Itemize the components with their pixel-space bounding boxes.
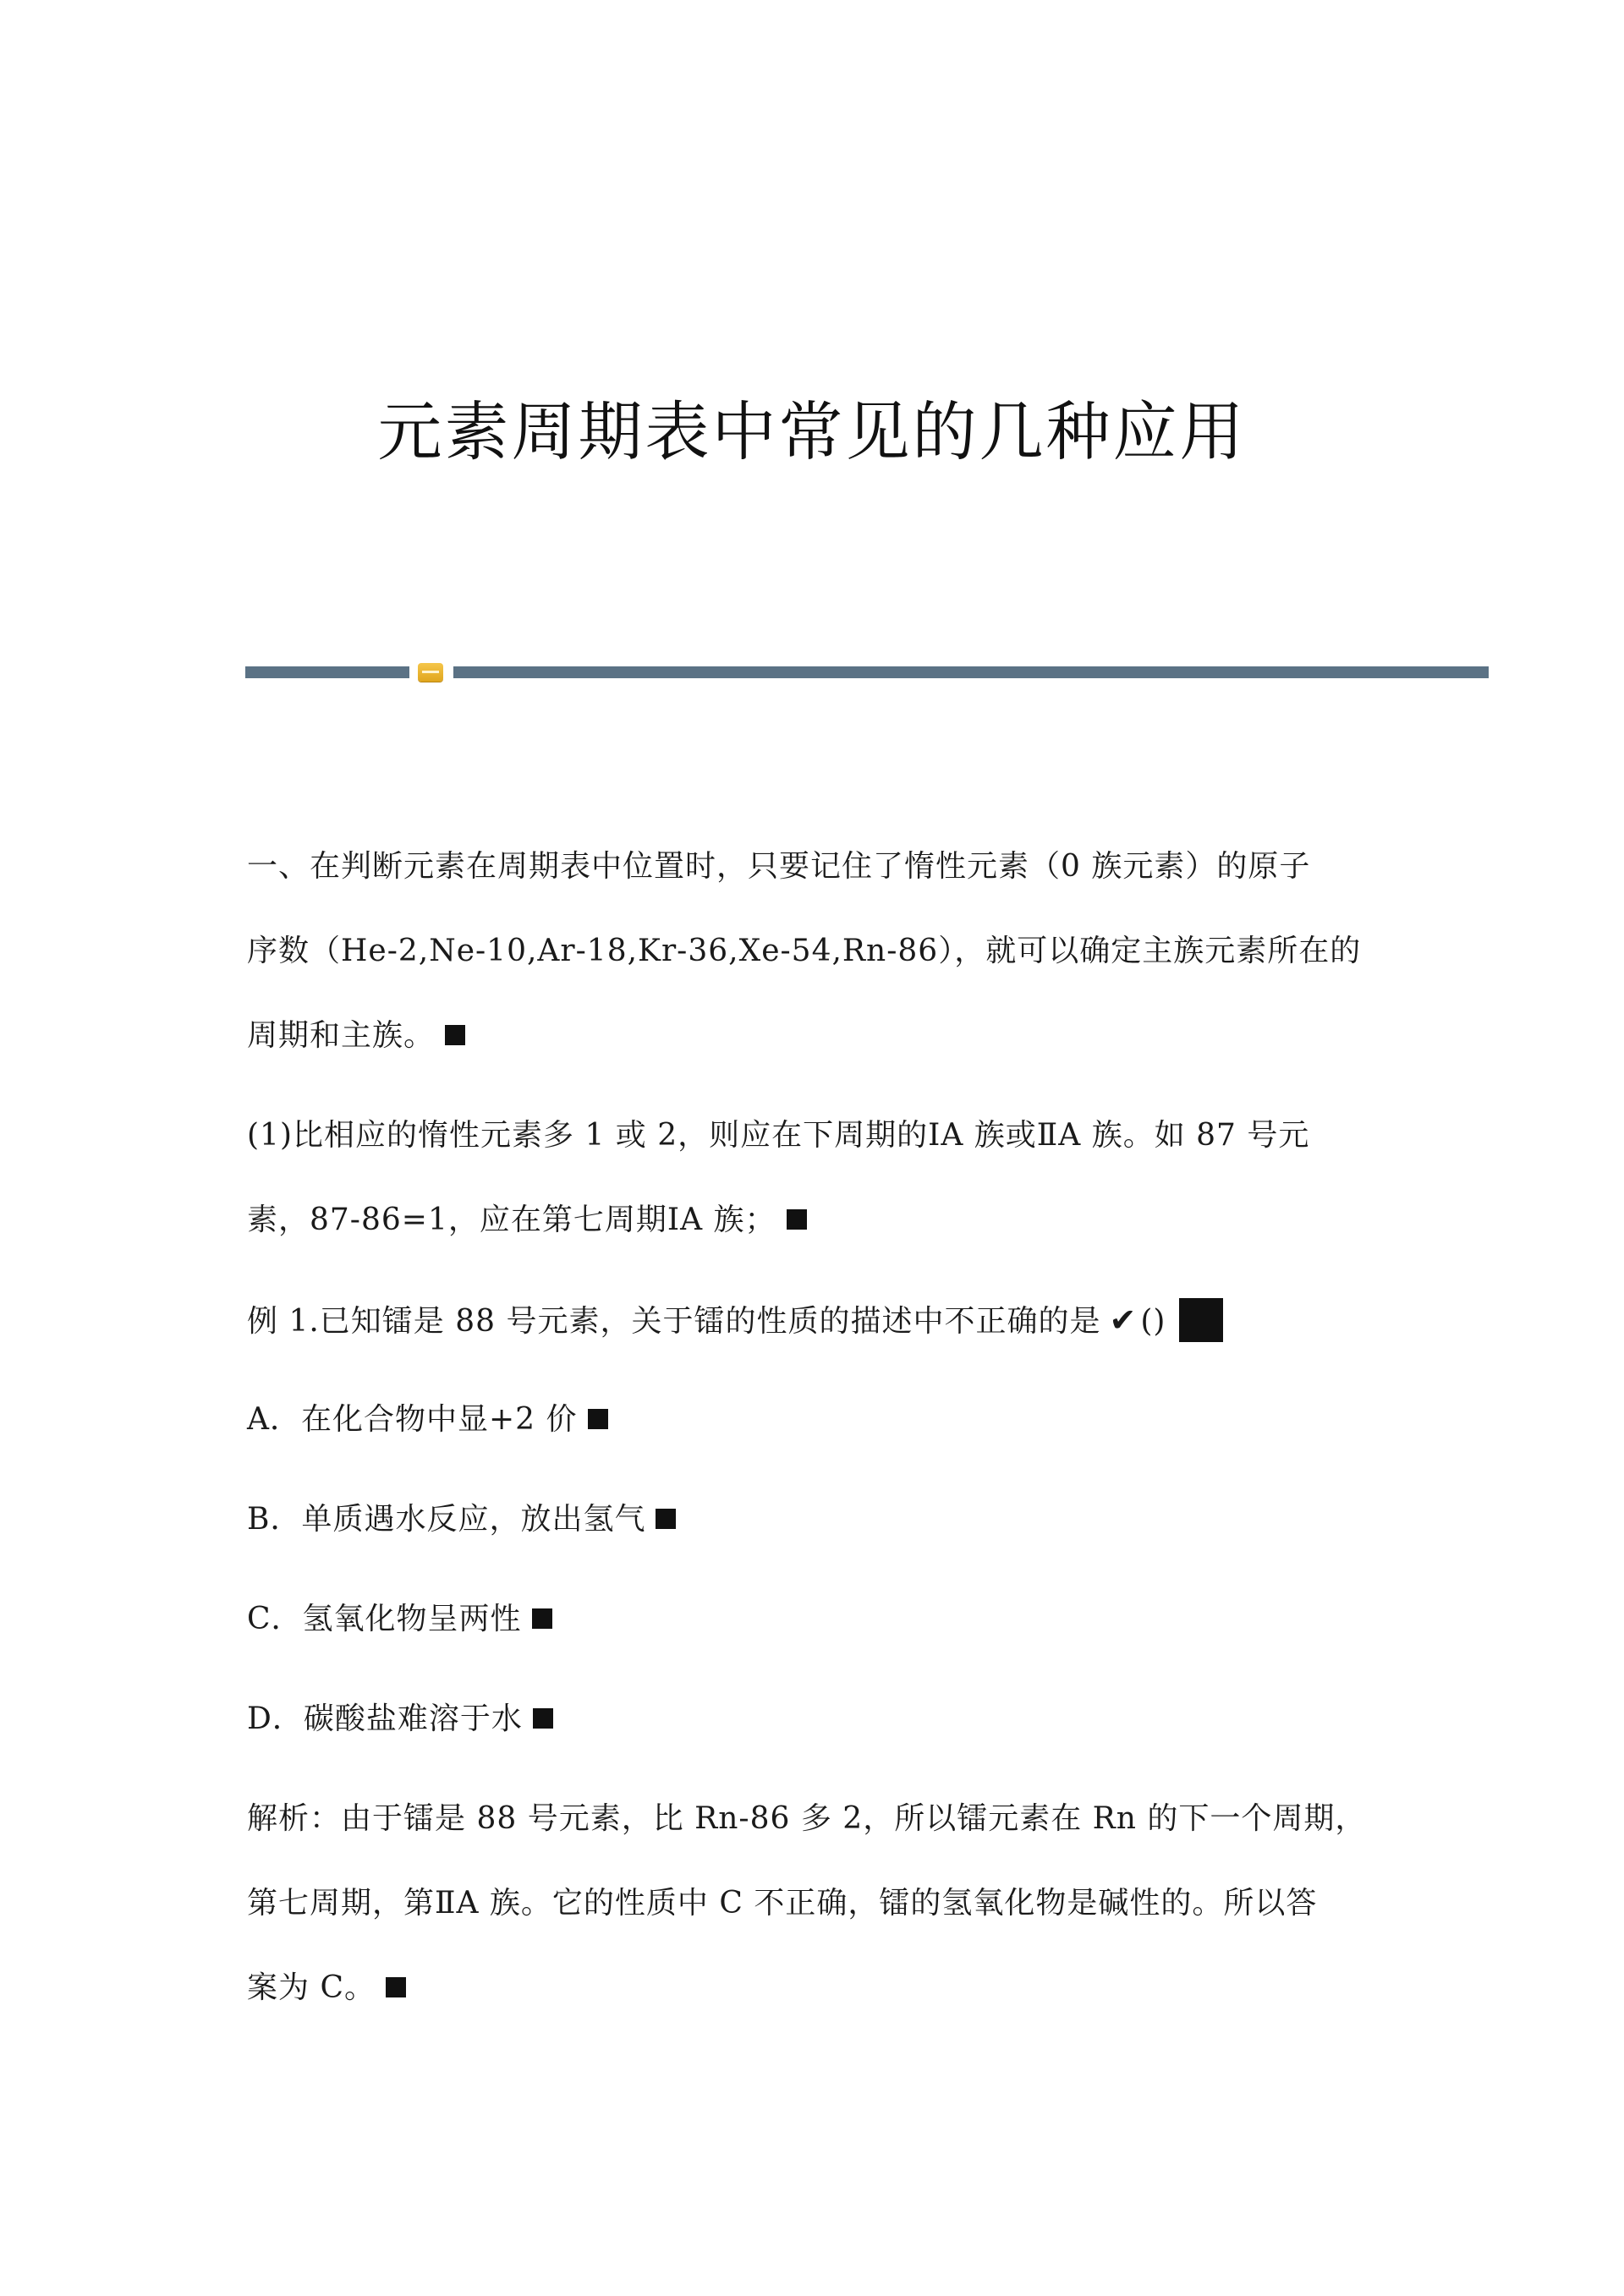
text-line	[247, 1378, 1380, 1462]
text-line	[247, 1278, 1380, 1362]
option-b	[247, 1477, 1380, 1562]
document-body	[247, 825, 1380, 2046]
paragraph-analysis	[247, 1777, 1380, 2030]
text-span: B．单质遇水反应，放出氢气	[247, 1502, 646, 1537]
paragraph-end-marker-icon	[533, 1708, 553, 1729]
text-span: 例 1.已知镭是 88 号元素，关于镭的性质的描述中不正确的是	[247, 1304, 1101, 1339]
text-span: 案为 C。	[247, 1970, 376, 2005]
checkmark-icon: ✔	[1109, 1301, 1138, 1339]
text-line: 解析：由于镭是 88 号元素，比 Rn-86 多 2，所以镭元素在 Rn 的下一个周期，	[247, 1801, 1367, 1836]
text-line	[247, 1946, 1380, 2030]
text-span: D．碳酸盐难溶于水	[247, 1701, 523, 1736]
document-title: 元素周期表中常见的几种应用	[377, 394, 1247, 469]
text-span: 周期和主族。	[247, 1018, 436, 1053]
paragraph-end-marker-large-icon	[1179, 1298, 1223, 1342]
paragraph-end-marker-icon	[787, 1209, 807, 1230]
option-d	[247, 1677, 1380, 1762]
paragraph-example-question	[247, 1278, 1380, 1362]
text-line: 序数（He-2,Ne-10,Ar-18,Kr-36,Xe-54,Rn-86），就可以确定主族元素所在的	[247, 934, 1362, 968]
paragraph-end-marker-icon	[532, 1608, 552, 1629]
divider-bar-right	[453, 666, 1489, 678]
text-line	[247, 1178, 1380, 1263]
divider-bar-left	[245, 666, 409, 678]
divider-gem-icon	[418, 663, 443, 682]
text-line	[247, 994, 1380, 1078]
paragraph-end-marker-icon	[386, 1977, 406, 1997]
text-line: 一、在判断元素在周期表中位置时，只要记住了惰性元素（0 族元素）的原子	[247, 849, 1311, 884]
text-line	[247, 1577, 1380, 1662]
text-line	[247, 1477, 1380, 1562]
title-divider	[245, 663, 1489, 678]
paragraph-end-marker-icon	[445, 1025, 465, 1045]
text-span: A．在化合物中显+2 价	[247, 1402, 578, 1437]
paragraph-rule-1	[247, 1093, 1380, 1263]
text-line: (1)比相应的惰性元素多 1 或 2，则应在下周期的ⅠA 族或ⅡA 族。如 87 号元	[247, 1118, 1310, 1153]
paragraph-end-marker-icon	[656, 1509, 676, 1529]
answer-blank: ()	[1140, 1304, 1166, 1339]
option-c	[247, 1577, 1380, 1662]
text-line: 第七周期，第ⅡA 族。它的性质中 C 不正确，镭的氢氧化物是碱性的。所以答	[247, 1886, 1318, 1921]
text-line	[247, 1677, 1380, 1762]
text-span: 素，87-86=1，应在第七周期ⅠA 族；	[247, 1203, 776, 1237]
text-span: C．氢氧化物呈两性	[247, 1602, 522, 1636]
paragraph-end-marker-icon	[588, 1409, 608, 1429]
option-a	[247, 1378, 1380, 1462]
paragraph-intro	[247, 825, 1380, 1078]
